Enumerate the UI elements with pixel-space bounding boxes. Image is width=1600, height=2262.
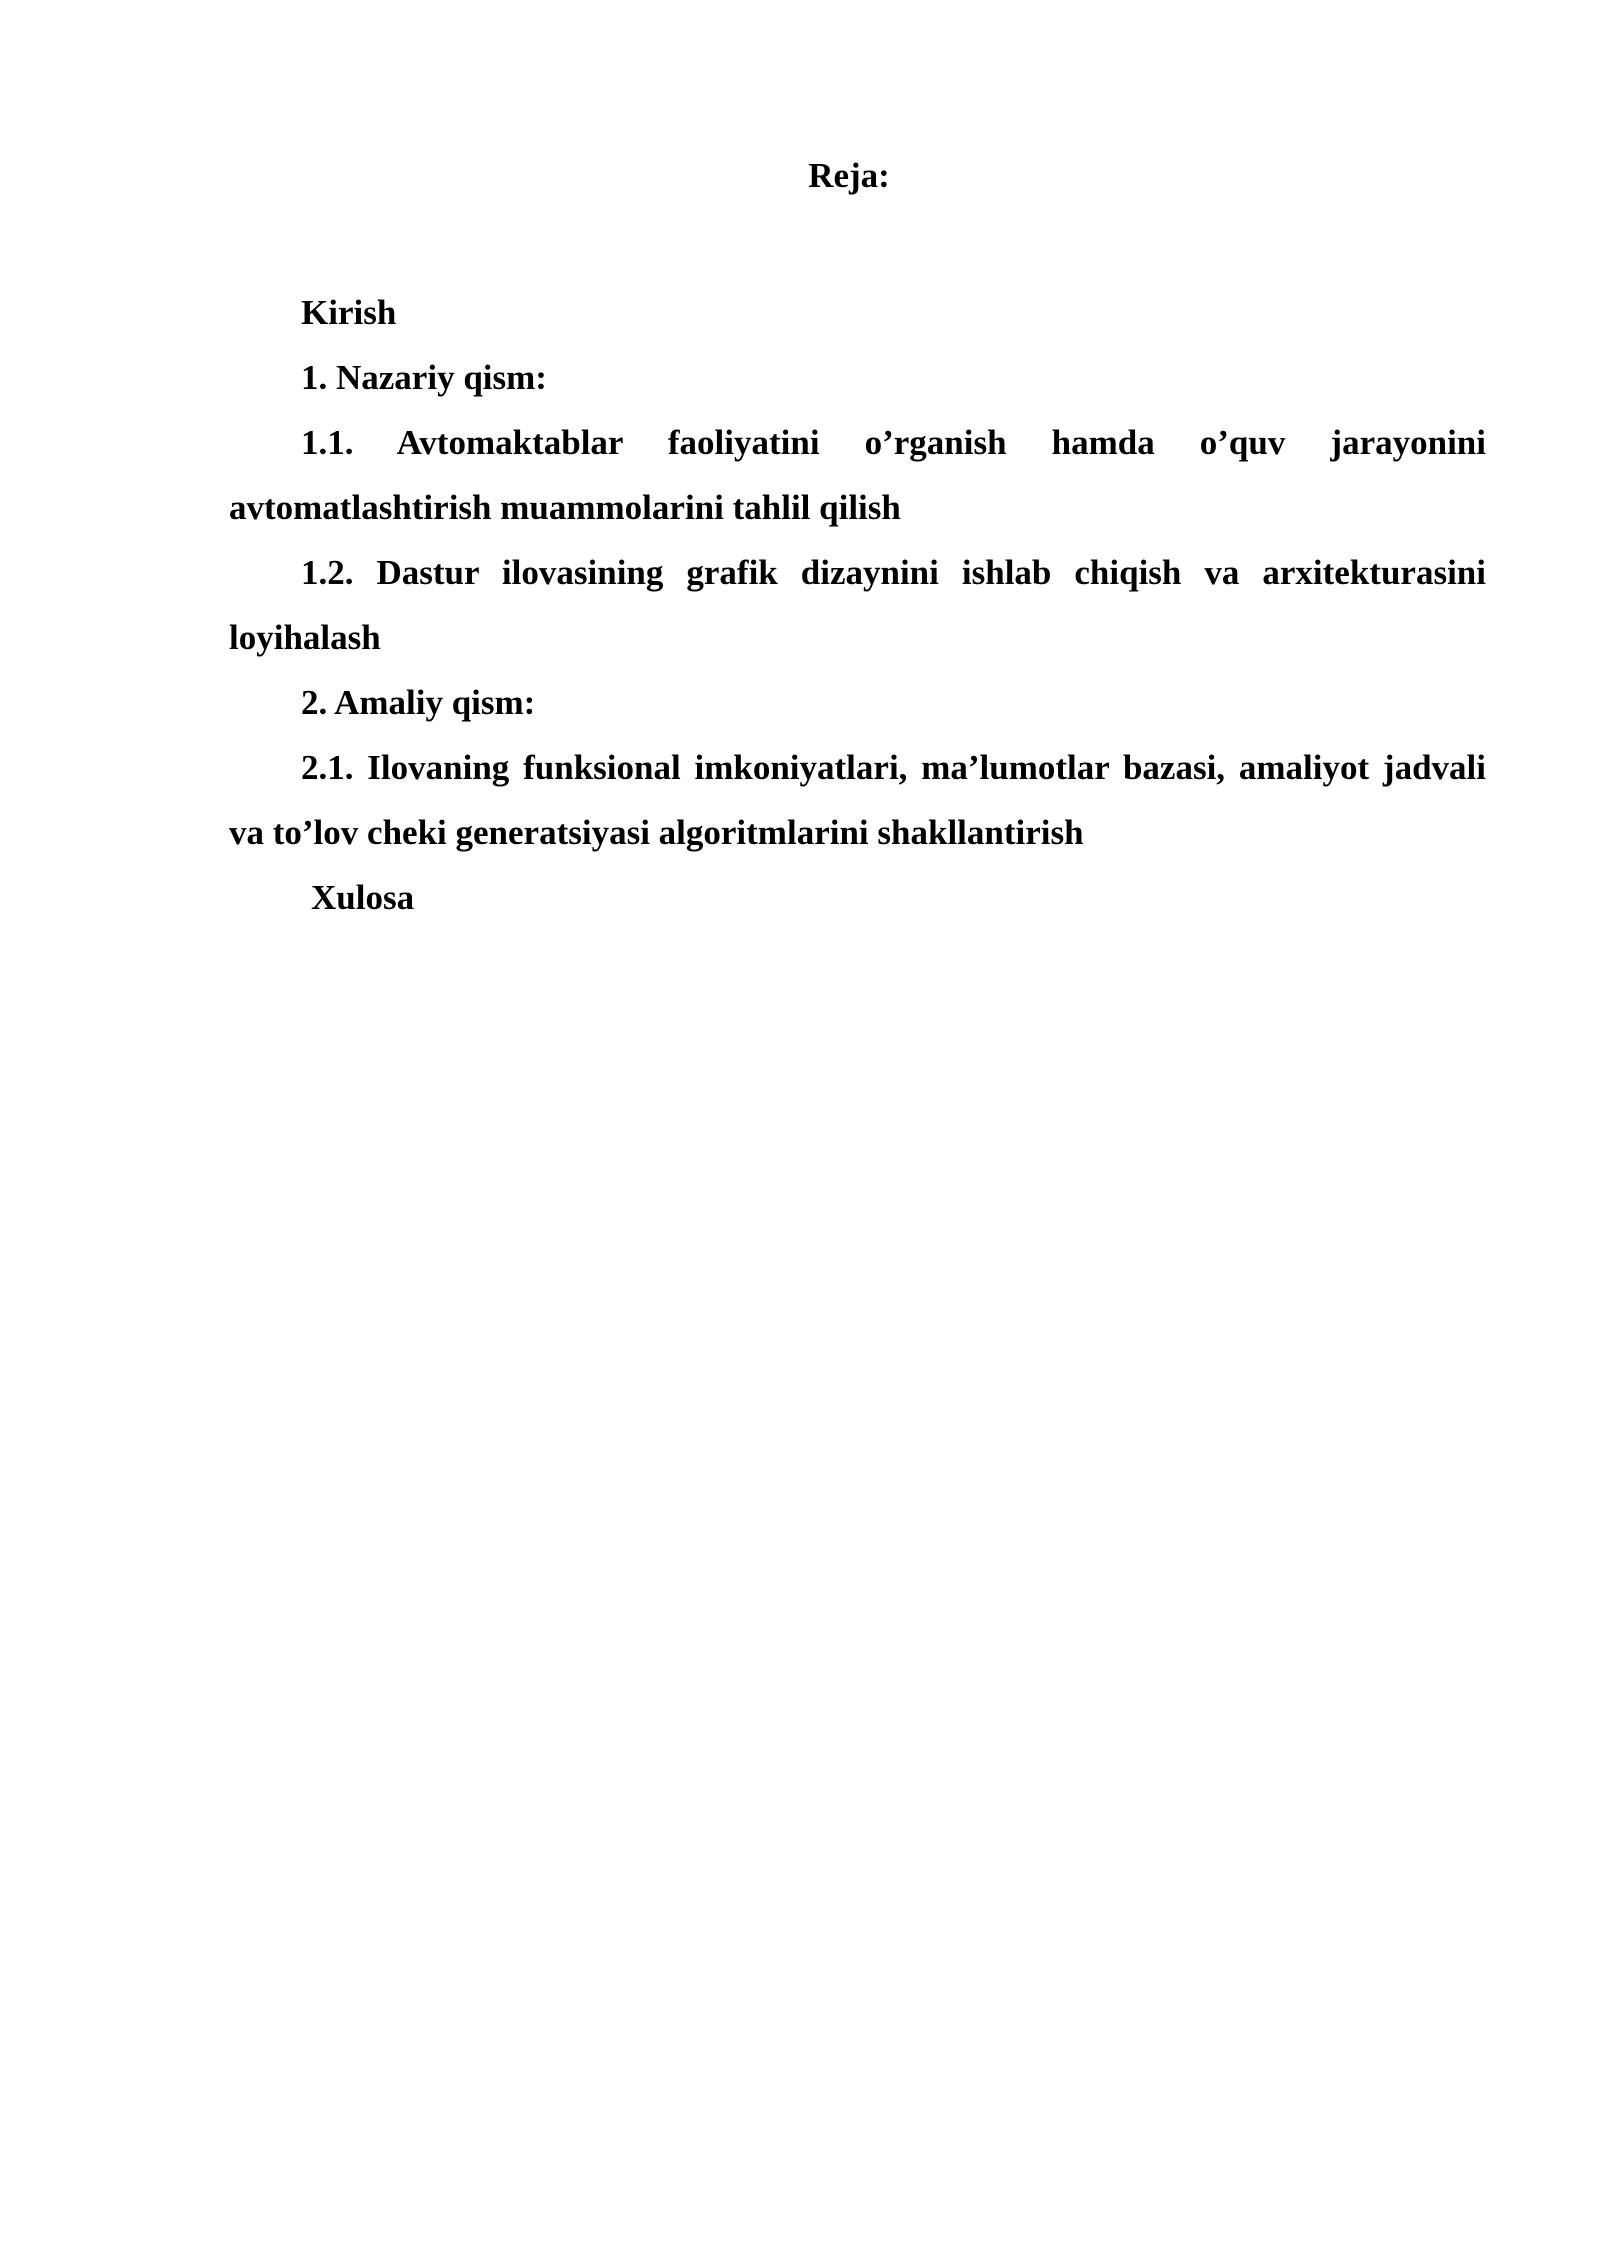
table-of-contents [229, 280, 1486, 930]
toc-item-theory-section: 1. Nazariy qism: [301, 358, 547, 397]
toc-item-conclusion: Xulosa [311, 878, 415, 917]
page-title: Reja: [808, 156, 890, 195]
toc-item-1-2: 1.2. Dastur ilovasining grafik dizaynini ishlab chiqish va arxitekturasini loyihalash [229, 553, 1486, 657]
toc-item-introduction: Kirish [301, 293, 397, 332]
toc-item-practical-section: 2. Amaliy qism: [301, 683, 536, 722]
toc-item-1-1: 1.1. Avtomaktablar faoliyatini o’rganish hamda o’quv jarayonini avtomatlashtirish muammolarini tahlil qilish [229, 423, 1486, 527]
toc-item-2-1: 2.1. Ilovaning funksional imkoniyatlari, ma’lumotlar bazasi, amaliyot jadvali va to’lov cheki generatsiyasi algoritmlarini shakllantirish [229, 748, 1486, 852]
